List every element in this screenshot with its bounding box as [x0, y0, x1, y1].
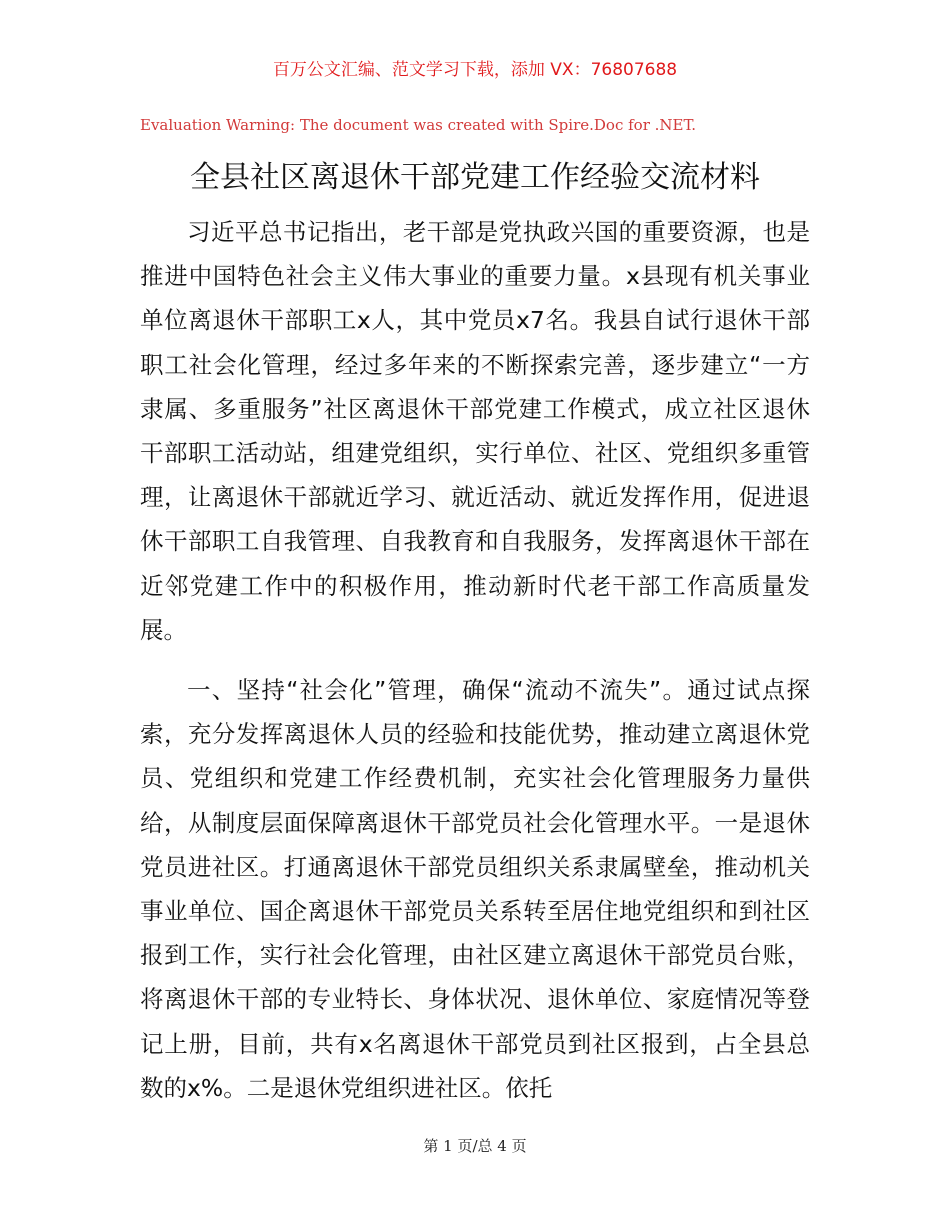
page-number-footer: 第 1 页/总 4 页 — [423, 1137, 527, 1155]
body-paragraph-intro: 习近平总书记指出，老干部是党执政兴国的重要资源，也是推进中国特色社会主义伟大事业的重要力量。x县现有机关事业单位离退休干部职工x人，其中党员x7名。我县自试行退休干部职工社会化管理，经过多年来的不断探索完善，逐步建立“一方隶属、多重服务”社区离退休干部党建工作模式，成立社区退休干部职工活动站，组建党组织，实行单位、社区、党组织多重管理，让离退休干部就近学习、就近活动、就近发挥作用，促进退休干部职工自我管理、自我教育和自我服务，发挥离退休干部在近邻党建工作中的积极作用，推动新时代老干部工作高质量发展。 — [140, 218, 810, 644]
header-banner: 百万公文汇编、范文学习下载，添加 VX：76807688 — [272, 60, 678, 80]
body-paragraph-section-one: 一、坚持“社会化”管理，确保“流动不流失”。通过试点探索，充分发挥离退休人员的经验和技能优势，推动建立离退休党员、党组织和党建工作经费机制，充实社会化管理服务力量供给，从制度层面保障离退休干部党员社会化管理水平。一是退休党员进社区。打通离退休干部党员组织关系隶属壁垒，推动机关事业单位、国企离退休干部党员关系转至居住地党组织和到社区报到工作，实行社会化管理，由社区建立离退休干部党员台账，将离退休干部的专业特长、身体状况、退休单位、家庭情况等登记上册，目前，共有x名离退休干部党员到社区报到，占全县总数的x%。二是退休党组织进社区。依托 — [140, 676, 810, 1102]
document-title: 全县社区离退休干部党建工作经验交流材料 — [190, 160, 760, 195]
document-body — [140, 210, 810, 1110]
evaluation-warning: Evaluation Warning: The document was created with Spire.Doc for .NET. — [140, 116, 697, 134]
